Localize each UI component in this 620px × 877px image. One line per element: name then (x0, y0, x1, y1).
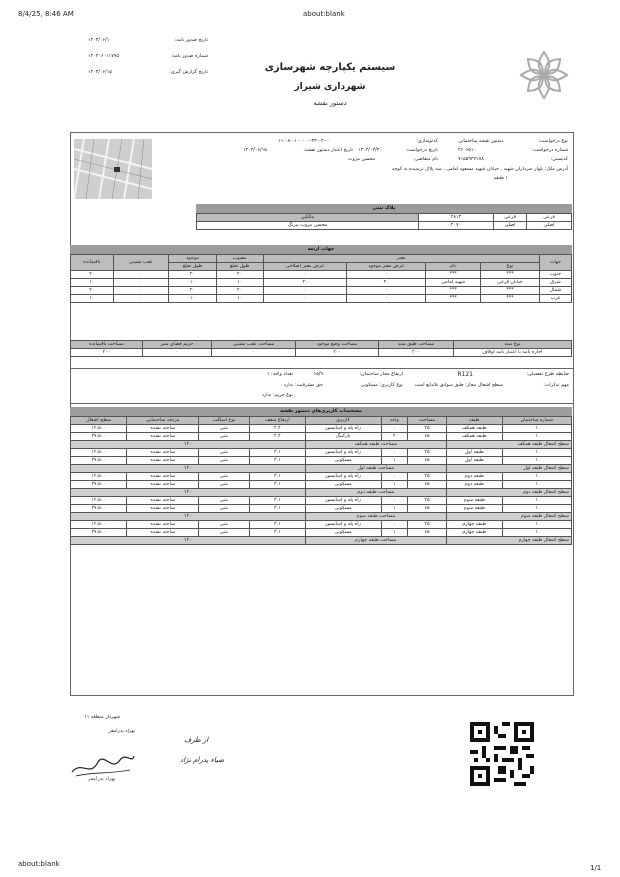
floor-cell: طبقه سوم (447, 497, 502, 505)
directions-rows (71, 271, 572, 303)
direction-cell: جنوب (539, 271, 571, 279)
direction-cell: *** (481, 271, 540, 279)
floor-cell: بتنی (198, 529, 249, 537)
direction-cell: ۱۰ (169, 279, 216, 287)
right-label: حق مشرفیت: (294, 383, 323, 388)
request-info (158, 139, 568, 201)
floor-cell: ۱ (381, 505, 407, 513)
direction-row (71, 279, 572, 287)
floor-cell: ۱ (381, 457, 407, 465)
floor-cell: ۱ (502, 521, 572, 529)
dir-header-cell: جهات (539, 255, 571, 271)
floor-row (71, 521, 572, 529)
request-number-label: شماره درخواست: (531, 148, 568, 153)
floor-cell: ۲۵ (407, 449, 446, 457)
floors-header-row (71, 417, 572, 425)
owners-header: مالکین (197, 214, 419, 222)
floor-cell: ساخته نشده (127, 449, 198, 457)
floor-cell: بتنی (198, 481, 249, 489)
direction-cell: ۱۰ (216, 295, 263, 303)
floor-total-label: مساحت طبقه اول (305, 465, 447, 473)
direction-cell: ۲۰ (216, 271, 263, 279)
floor-row (71, 481, 572, 489)
floor-total-value: ۱۲۰ (71, 513, 306, 521)
plaque-value-cell: ۲۰۷۰ (419, 222, 494, 230)
floor-cell: ۱ (502, 473, 572, 481)
floor-cell: ۴۷.۵۰۰ (71, 457, 127, 465)
floor-cell: ۲۵ (407, 497, 446, 505)
floor-cell: ۰ (381, 449, 407, 457)
seal-name-text: بهزاد پدرامفر (88, 776, 116, 782)
usage-value: مسکونی (360, 383, 378, 388)
floor-row (71, 497, 572, 505)
floor-cell: ۳.۱ (250, 529, 305, 537)
floor-cell: ساخته نشده (127, 497, 198, 505)
owner-label: نام متقاضی: (413, 157, 438, 162)
issue-number-value: ۱۴۰۳۰۶۰۱۱۷۹۵ (88, 54, 119, 59)
zoning-block (70, 368, 574, 404)
direction-cell: *** (426, 271, 481, 279)
floor-cell: ۴۷.۵۰۰ (71, 505, 127, 513)
floor-cell: ۱ (502, 505, 572, 513)
area-header-cell: نوع سند (453, 341, 571, 349)
floor-cell: ۳.۱ (250, 473, 305, 481)
floor-total-value: ۱۲۰ (71, 489, 306, 497)
direction-cell: ۲۰ (216, 287, 263, 295)
on-behalf-note: از طرف (184, 736, 209, 744)
dir-group-passage: معبر (263, 255, 539, 263)
floor-cell: ۶۵ (407, 529, 446, 537)
direction-cell: ۲۰ (169, 287, 216, 295)
direction-cell: غرب (539, 295, 571, 303)
request-number-value: ۴۶۰۶۵۱۰ (458, 148, 477, 153)
dir-header-cell: باقیمانده (71, 255, 114, 271)
floors-header-cell: مساحت (407, 417, 446, 425)
floor-cell: طبقه همکف (447, 425, 502, 433)
floor-cell: راه پله و آسانسور (305, 449, 381, 457)
floor-total-row (71, 465, 572, 473)
direction-cell: ۰ (113, 271, 169, 279)
floor-occupancy-note: سطح اشغال طبقه دوم (447, 489, 572, 497)
floor-cell: راه پله و آسانسور (305, 521, 381, 529)
floor-occupancy-note: سطح اشغال طبقه چهارم (447, 537, 572, 545)
direction-cell: ۰ (263, 287, 347, 295)
floor-occupancy-note: سطح اشغال طبقه همکف (447, 441, 572, 449)
floor-row (71, 457, 572, 465)
dir-header-cell: عرض معبر اصلاحی (263, 263, 347, 271)
usage-label: نوع کاربری: (379, 383, 403, 388)
handwritten-note: ضیاء پدرام نژاد (180, 756, 225, 764)
floor-cell: مسکونی (305, 457, 381, 465)
reference-code-value: ۱۱-۰۸-۰۱۰۰۰۰۰-۳۳-۰۴-۰۰ (278, 139, 331, 144)
floor-cell: ۱ (502, 457, 572, 465)
address-label: آدرس ملک: (544, 167, 568, 172)
plaque-type-cell: فرعی (494, 214, 527, 222)
request-date-value: ۱۴۰۳/۰۳/۳۰ (358, 148, 382, 153)
system-title: سیستم یکپارچه شهرسازی (264, 62, 396, 73)
floor-cell: ۰ (381, 425, 407, 433)
area-header-cell: مساحت باقیمانده (71, 341, 143, 349)
floor-cell: ۱۲.۵۰۰ (71, 473, 127, 481)
address-value: بلوار سرداران شهید ، خیابان شهید مسعود امامی ، سه پلاک نرسیده به کوچه (391, 167, 544, 172)
qr-code (470, 722, 534, 786)
floor-row (71, 433, 572, 441)
owner-value: محسن مروت (348, 157, 376, 162)
direction-cell: ۰ (347, 271, 426, 279)
directions-section-bar: جهات اربعه (70, 245, 572, 254)
direction-cell: ۰ (347, 287, 426, 295)
dir-header-cell: عرض معبر موجود (347, 263, 426, 271)
dir-header-cell: طول ضلع (169, 263, 216, 271)
unit-count-value: ۱ (266, 372, 270, 377)
floor-cell: ۱۲.۵۰۰ (71, 497, 127, 505)
floor-cell: ۱۲.۵۰۰ (71, 521, 127, 529)
floor-cell: بتنی (198, 497, 249, 505)
floor-cell: ۱ (502, 529, 572, 537)
floor-total-label: مساحت طبقه دوم (305, 489, 447, 497)
floor-cell: ۱ (381, 529, 407, 537)
floor-cell: ۱ (502, 497, 572, 505)
zip-value: ۷۱۵۵۹۳۷۱۸۸ (458, 157, 484, 162)
floor-cell: ۲۵ (407, 521, 446, 529)
floor-cell: طبقه دوم (447, 473, 502, 481)
floor-cell: ۱ (502, 425, 572, 433)
floor-total-label: مساحت طبقه چهارم (305, 537, 447, 545)
direction-cell: ۲۰ (71, 271, 114, 279)
floor-cell: مسکونی (305, 529, 381, 537)
right-value: ندارد (283, 383, 294, 388)
floor-cell: ۱ (502, 449, 572, 457)
height-value: ۱۵/۹ (313, 372, 323, 377)
area-table (70, 340, 572, 357)
floor-cell: مسکونی (305, 481, 381, 489)
floor-cell: ۲۵ (407, 473, 446, 481)
reference-code-label: کدنوسازی: (416, 139, 438, 144)
dir-group-approved: مصوب (216, 255, 263, 263)
floor-cell: ۶۵ (407, 457, 446, 465)
issue-date-label: تاریخ صدور نامه: (174, 38, 208, 43)
floor-total-value: ۱۲۰ (71, 441, 306, 449)
floor-cell: بتنی (198, 425, 249, 433)
floor-cell: ۱۲.۵۰۰ (71, 425, 127, 433)
floor-cell: ۲۵ (407, 425, 446, 433)
floor-cell: طبقه سوم (447, 505, 502, 513)
floor-cell: راه پله و آسانسور (305, 497, 381, 505)
occupancy-value: طبق سوابق بلامانع است (414, 383, 464, 388)
floor-cell: ۶۵ (407, 505, 446, 513)
request-type-label: نوع درخواست: (538, 139, 568, 144)
document-type: دستور نقشه (313, 99, 347, 107)
remarks-label: مهم تذکرات: (543, 383, 569, 388)
area-value-cell: ۲۰۰ (71, 349, 143, 357)
floor-cell: بتنی (198, 473, 249, 481)
floor-cell: ساخته نشده (127, 529, 198, 537)
mayor-role: شهردار منطقه ۱۱ (84, 715, 120, 720)
direction-cell: خیابان فرعی (481, 279, 540, 287)
floor-total-value: ۱۲۰ (71, 465, 306, 473)
floor-row (71, 529, 572, 537)
report-date-value: ۱۴۰۳/۰۶/۱۵ (88, 70, 112, 75)
floor-cell: ۰ (381, 473, 407, 481)
direction-cell: ۲۰ (71, 287, 114, 295)
direction-cell: ۰ (113, 279, 169, 287)
unit-count-label: تعداد واحد: (271, 372, 293, 377)
floor-cell: طبقه دوم (447, 481, 502, 489)
direction-cell: ۰ (347, 295, 426, 303)
area-header-cell: مساحت طبق سند (378, 341, 453, 349)
floor-cell: ۱ (502, 481, 572, 489)
header-info-block (88, 38, 208, 76)
floor-cell: ۳.۱ (250, 481, 305, 489)
floor-cell: ۱ (502, 433, 572, 441)
issue-date-value: ۱۴۰۳/۰۶/۱۰ (88, 38, 112, 43)
municipality-logo (515, 46, 573, 104)
zone-value: R121 (457, 371, 473, 378)
floor-cell: بتنی (198, 433, 249, 441)
floors-header-cell: سطح اشغال (71, 417, 127, 425)
floor-cell: ۱۲.۵۰۰ (71, 449, 127, 457)
floor-row (71, 505, 572, 513)
floors-header-cell: نوع اسکلت (198, 417, 249, 425)
floor-cell: ساخته نشده (127, 473, 198, 481)
direction-cell: ۱۰ (71, 295, 114, 303)
floor-occupancy-note: سطح اشغال طبقه سوم (447, 513, 572, 521)
direction-cell: ۱۰ (71, 279, 114, 287)
direction-row (71, 271, 572, 279)
dir-header-cell: طول ضلع (216, 263, 263, 271)
report-date-label: تاریخ گزارش گیری: (169, 70, 208, 75)
direction-cell: ۰ (263, 295, 347, 303)
area-header-cell: مساحت وضع موجود (296, 341, 379, 349)
plaque-section-bar: پلاک ثبتی (196, 204, 572, 213)
owner-name-cell: محسن مروت پیرنگ (197, 222, 419, 230)
area-value-cell: ۰ (142, 349, 211, 357)
floor-cell: ساخته نشده (127, 481, 198, 489)
floor-cell: ۶۵ (407, 481, 446, 489)
site-map-image (74, 139, 152, 199)
dir-header-cell: نام (426, 263, 481, 271)
floor-total-label: مساحت طبقه سوم (305, 513, 447, 521)
direction-cell: ۰ (263, 271, 347, 279)
area-value-cell: ۰ (211, 349, 295, 357)
floor-total-row (71, 513, 572, 521)
plaque-type-cell: اصلی (494, 222, 527, 230)
validity-date-label: تاریخ اعتبار دستور نقشه: (303, 148, 353, 153)
floor-cell: ۳.۱ (250, 457, 305, 465)
area-header-row (71, 341, 572, 349)
print-page-counter: 1/1 (590, 864, 602, 872)
floor-row (71, 449, 572, 457)
floors-header-cell: واحد (381, 417, 407, 425)
floor-cell: طبقه اول (447, 449, 502, 457)
direction-cell: ۱۰ (216, 279, 263, 287)
floors-header-cell: شماره ساختمان (502, 417, 572, 425)
dir-header-cell: نوع (481, 263, 540, 271)
floors-header-cell: ارتفاع سقف (250, 417, 305, 425)
direction-cell: *** (426, 287, 481, 295)
floors-header-cell: کاربری (305, 417, 381, 425)
height-label: ارتفاع مجاز ساختمان: (359, 372, 403, 377)
floors-header-cell: طبقه (447, 417, 502, 425)
issue-number-label: شماره صدور نامه: (171, 54, 208, 59)
floor-cell: بتنی (198, 505, 249, 513)
direction-cell: شهید امامی (426, 279, 481, 287)
direction-row (71, 287, 572, 295)
floor-cell: مسکونی (305, 505, 381, 513)
floor-cell: ۰ (381, 497, 407, 505)
dir-group-existing: موجود (169, 255, 216, 263)
floor-cell: ۳.۱ (250, 505, 305, 513)
floor-row (71, 473, 572, 481)
floor-total-row (71, 441, 572, 449)
print-footer-url: about:blank (18, 860, 60, 868)
dir-header-cell: عقب نشینی (113, 255, 169, 271)
floor-cell: راه پله و آسانسور (305, 425, 381, 433)
floor-total-row (71, 537, 572, 545)
mayor-name: بهزاد پدرامفر (108, 729, 135, 734)
plaque-side-label: فرعی (527, 214, 572, 222)
floor-cell: راه پله و آسانسور (305, 473, 381, 481)
floor-cell: ساخته نشده (127, 457, 198, 465)
occupancy-label: سطح اشغال مجاز: (465, 383, 503, 388)
floor-total-label: مساحت طبقه همکف (305, 441, 447, 449)
direction-cell: *** (426, 295, 481, 303)
floor-cell: بتنی (198, 449, 249, 457)
floor-cell: ۴۷.۵۰۰ (71, 529, 127, 537)
floor-cell: ۱ (381, 481, 407, 489)
zip-label: کدپستی: (550, 157, 568, 162)
floors-header-cell: مرحله ساختمانی (127, 417, 198, 425)
area-value-cell: ۲۰۰ (378, 349, 453, 357)
direction-cell: *** (481, 295, 540, 303)
floor-cell: ۴۷.۵۰۰ (71, 481, 127, 489)
plaque-table (196, 213, 572, 230)
floor-cell: ساخته نشده (127, 425, 198, 433)
floor-cell: ۴۷.۵۰۰ (71, 433, 127, 441)
floor-occupancy-note: سطح اشغال طبقه اول (447, 465, 572, 473)
floor-cell: ساخته نشده (127, 521, 198, 529)
floor-total-value: ۱۲۰ (71, 537, 306, 545)
request-type-value: دستور نقشه ساختمانی (458, 139, 504, 144)
direction-cell: شرق (539, 279, 571, 287)
floor-cell: طبقه همکف (447, 433, 502, 441)
floor-cell: بتنی (198, 521, 249, 529)
direction-cell: ۰ (113, 287, 169, 295)
floor-cell: پارکینگ (305, 433, 381, 441)
floor-total-row (71, 489, 572, 497)
print-datetime: 8/4/25, 8:46 AM (18, 10, 74, 18)
direction-row (71, 295, 572, 303)
floor-row (71, 425, 572, 433)
floor-cell: ۳.۱ (250, 449, 305, 457)
area-header-cell: مساحت عقب نشینی (211, 341, 295, 349)
direction-cell: ۰ (113, 295, 169, 303)
floors-table (70, 416, 572, 545)
floor-cell: ساخته نشده (127, 433, 198, 441)
floor-cell: ساخته نشده (127, 505, 198, 513)
privacy-type-value: ندارد (261, 393, 272, 398)
floor-cell: ۲.۴ (250, 425, 305, 433)
direction-cell: ۱۰ (169, 295, 216, 303)
area-header-cell: حریم فضای سبز (142, 341, 211, 349)
plaque-value-cell: ۲۸۱۳ (419, 214, 494, 222)
validity-date-value: ۱۴۰۴/۰۶/۱۵ (243, 148, 267, 153)
floor-cell: ۶۵ (407, 433, 446, 441)
direction-cell: ۲۰ (347, 279, 426, 287)
direction-cell: ۲۰ (169, 271, 216, 279)
zone-label: ضابطه طرح تفصیلی: (526, 372, 569, 377)
floor-cell: طبقه چهارم (447, 521, 502, 529)
floor-cell: ۴ (381, 433, 407, 441)
direction-cell: ۲۰ (263, 279, 347, 287)
privacy-type-label: نوع حریم: (273, 393, 293, 398)
floor-cell: ۳.۱ (250, 521, 305, 529)
signature-stamp (68, 742, 138, 782)
directions-table (70, 254, 572, 303)
floor-cell: ۲.۴ (250, 433, 305, 441)
plaque-side-label: اصلی (527, 222, 572, 230)
floor-cell: ۰ (381, 521, 407, 529)
request-date-label: تاریخ درخواست: (405, 148, 438, 153)
floor-cell: طبقه چهارم (447, 529, 502, 537)
floor-cell: بتنی (198, 457, 249, 465)
direction-cell: شمال (539, 287, 571, 295)
municipality-name: شهرداری شیراز (294, 82, 366, 92)
area-value-row (71, 349, 572, 357)
direction-cell: *** (481, 287, 540, 295)
floor-count-text: ۱ طبقه (493, 176, 508, 181)
floors-section-bar: مشخصات کاربری‌های دستور نقشه (70, 407, 572, 416)
area-value-cell: ۲۰۰ (296, 349, 379, 357)
area-value-cell: اجاره نامه با اعتبار نامه اوقاف (453, 349, 571, 357)
print-page-title: about:blank (303, 10, 345, 18)
floor-cell: طبقه اول (447, 457, 502, 465)
floor-cell: ۳.۱ (250, 497, 305, 505)
